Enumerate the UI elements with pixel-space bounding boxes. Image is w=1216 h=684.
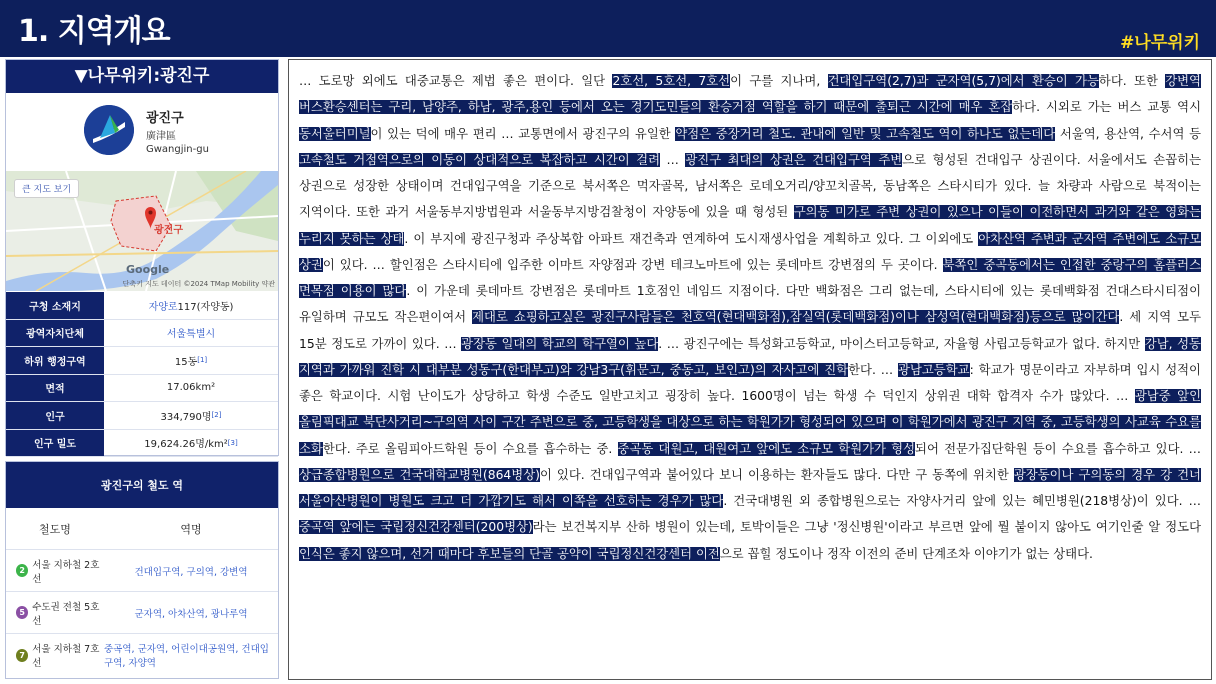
- footnote-link[interactable]: [1]: [197, 356, 208, 365]
- article-segment: 이 있다. … 할인점은 스타시티에 입주한 이마트 자양점과 강변 테크노마트에 있는 롯데마트 강변점의 두 곳이다.: [322, 257, 943, 272]
- line-5-badge-icon: 5: [16, 606, 28, 619]
- map-pin-label: 광진구: [154, 225, 183, 236]
- article-segment: . … 광진구에는 특성화고등학교, 마이스터고등학교, 자율형 사립고등학교가 없다. 하지만: [658, 336, 1145, 351]
- highlighted-text: 광진구 최대의 상권은 건대입구역 주변: [685, 152, 903, 167]
- info-row: [6, 402, 278, 430]
- highlighted-text: 2호선, 5호선, 7호선: [612, 74, 731, 88]
- railway-columns: [6, 508, 278, 550]
- info-value: [104, 320, 278, 347]
- highlighted-text: 인식은 좋지 않으며, 선거 때마다 후보들의 단골 공약이 국립정신건강센터 이전: [299, 546, 720, 561]
- column-station: 역명: [180, 522, 202, 536]
- info-key: 면적: [6, 375, 104, 402]
- line-cell: [6, 634, 104, 676]
- page-title: 1. 지역개요: [18, 14, 170, 49]
- info-key: 하위 행정구역: [6, 347, 104, 374]
- info-value: [104, 347, 278, 374]
- district-name: 광진구: [146, 111, 184, 126]
- info-key: 인구: [6, 402, 104, 429]
- highlighted-text: 제대로 쇼핑하고싶은 광진구사람들은 천호역(현대백화점),잠실역(롯데백화점)이나 삼성역(현대백화점)등으로 많이간다: [472, 310, 1120, 325]
- railway-row: [6, 634, 278, 676]
- article-segment: 하다. 시외로 가는 버스 교통 역시: [1012, 100, 1201, 115]
- info-link[interactable]: 자양로: [148, 301, 178, 313]
- gwangjin-emblem-icon: [84, 105, 134, 155]
- info-value: [104, 292, 278, 319]
- highlighted-text: 구의동 미가로 주변 상권이 있으나 이들이 이전하면서 과거와 같은 영화는 누리지 못하는 상태: [299, 205, 1201, 246]
- info-key: 광역자치단체: [6, 320, 104, 347]
- article-segment: 라는 보건복지부 산하 병원이 있는데, 토박이들은 그냥 '정신병원'이라고 부르면 앞에 뭘 붙이지 않아도 여기인줄 알 정도다: [532, 520, 1201, 535]
- railway-row: [6, 592, 278, 634]
- article-segment: 되어 전문가집단학원 등이 수요를 흡수하고 있다. …: [915, 441, 1202, 456]
- article-segment: . 건국대병원 외 종합병원으로는 자양사거리 앞에 있는 혜민병원(218병상)이 있다. …: [723, 494, 1201, 508]
- infobox-identity: [6, 93, 278, 155]
- highlighted-text: 상급종합병원으로 건국대학교병원(864병상): [299, 467, 540, 482]
- info-text: 17.06km²: [166, 382, 216, 394]
- info-row: [6, 347, 278, 375]
- header-bar: [0, 0, 1216, 57]
- info-text: 117(자양동): [177, 301, 234, 313]
- line-cell: [6, 550, 104, 591]
- footnote-link[interactable]: [2]: [211, 411, 222, 420]
- highlighted-text: 동서울터미널: [299, 126, 371, 141]
- info-row: [6, 292, 278, 320]
- article-segment: 서울역, 용산역, 수서역 등: [1055, 126, 1201, 141]
- article-segment: 한다. …: [848, 362, 899, 377]
- article-segment: 이 있다. 건대입구역과 붙어있다 보니 이용하는 환자들도 많다. 다만 구 동쪽에 위치한: [539, 467, 1014, 482]
- column-line: 철도명: [39, 522, 71, 536]
- source-tag: #나무위키: [1120, 33, 1200, 53]
- article-segment: 한다. 주로 올림피아드학원 등이 수요를 흡수하는 중.: [322, 441, 618, 456]
- railway-row: [6, 550, 278, 592]
- line-name[interactable]: 서울 지하철 7호선: [32, 644, 100, 669]
- highlighted-text: 광장동 일대의 학교의 학구열이 높다: [461, 336, 659, 351]
- highlighted-text: 광남고등학교: [898, 362, 970, 377]
- station-list[interactable]: 중곡역, 군자역, 어린이대공원역, 건대입구역, 자양역: [104, 644, 269, 669]
- highlighted-text: 약점은 중장거리 철도. 관내에 일반 및 고속철도 역이 하나도 없는데다: [675, 126, 1056, 141]
- highlighted-text: 중곡역 앞에는 국립정신건강센터(200병상): [299, 520, 533, 535]
- article-segment: 이 있는 덕에 매우 편리 … 교통면에서 광진구의 유일한: [370, 126, 676, 141]
- article-segment: : 학교가 명문이라고 자부하며 입시 성적이 좋은 학교이다. 시험 난이도가 상당하고 학생 수준도 일반고치고 굉장히 높다. 1600명이 넘는 학생 수 덕인지 상위권 대학 합격자 수가 많았다. …: [299, 362, 1201, 403]
- article-segment: 으로 형성된 건대입구 상권이다. 서울에서도 손꼽히는 상권으로 성장한 상태이며 건대입구역을 기준으로 북서쪽은 먹자골목, 남서쪽은 로데오거리/양꼬치골목, 동남쪽은 스타시티가 있다. 늘 차량과 사람으로 북적이는 지역이다. 또한 과거 서울동부지방법원과 서울동부지방검찰청이 자양동에 있을 때 형성된: [299, 152, 1201, 220]
- highlighted-text: 중곡동 대원고, 대원여고 앞에도 소규모 학원가가 형성: [617, 441, 916, 456]
- highlighted-text: 광장동이나 구의동의 경우 강 건너 서울아산병원이 병원도 크고 더 가깝기도 해서 이쪽을 선호하는 경우가 많다: [299, 467, 1201, 508]
- article-segment: 하다. 또한: [1098, 74, 1166, 88]
- info-row: [6, 320, 278, 348]
- info-text: 19,624.26명/km²: [144, 439, 228, 451]
- info-row: [6, 375, 278, 403]
- enlarge-map-button[interactable]: 큰 지도 보기: [14, 179, 79, 198]
- article-text: [299, 68, 1201, 567]
- info-value: [104, 430, 278, 457]
- district-name-hanja: 廣津區: [146, 131, 176, 142]
- article-segment: . 세 지역 모두 15분 정도로 가까이 있다. …: [299, 310, 1201, 351]
- info-key: 구청 소재지: [6, 292, 104, 319]
- info-text: 334,790명: [160, 411, 212, 423]
- line-name[interactable]: 수도권 전철 5호선: [32, 601, 100, 627]
- highlighted-text: 고속철도 거점역으로의 이동이 상대적으로 복잡하고 시간이 걸려: [299, 152, 660, 167]
- railway-table: [5, 461, 279, 679]
- highlighted-text: 강남, 성동 지역과 가까워 진학 시 대부분 성동구(한대부고)와 강남3구(휘문고, 중동고, 보인고)의 자사고에 진학: [299, 336, 1201, 377]
- footnote-link[interactable]: [3]: [227, 438, 238, 447]
- info-value: [104, 375, 278, 402]
- district-name-english: Gwangjin-gu: [146, 144, 209, 155]
- info-table: [6, 292, 278, 457]
- line-cell: [6, 592, 104, 633]
- infobox-heading: ▼나무위키:광진구: [6, 60, 278, 93]
- article-segment: . 이 가운데 롯데마트 강변점은 롯데마트 1호점인 네임드 지점이다. 다만 백화점은 그리 없는데, 스타시티에 있는 롯데백화점 건대스타시티점이 유일하며 규모도 작은편이여서: [299, 284, 1201, 325]
- info-key: 인구 밀도: [6, 430, 104, 457]
- infobox-card: [5, 59, 279, 456]
- info-value: [104, 402, 278, 429]
- line-7-badge-icon: 7: [16, 649, 28, 662]
- article-segment: . 이 부지에 광진구청과 주상복합 아파트 재건축과 연계하여 도시재생사업을 계획하고 있다. 그 이외에도: [404, 231, 979, 246]
- article-segment: 으로 꼽힐 정도이나 정작 이전의 준비 단계조차 이야기가 없는 상태다.: [719, 546, 1093, 561]
- article-segment: …: [660, 152, 686, 167]
- station-list[interactable]: 건대입구역, 구의역, 강변역: [134, 566, 248, 578]
- info-text: 15동: [174, 356, 198, 368]
- highlighted-text: 광남중 앞인 올림픽대교 북단사거리~구의역 사이 구간 주변으로 중, 고등학생을 대상으로 하는 학원가가 형성되어 있으며 이 학원가에서 광진구 지역 중, 고등학생의 사교육 수요를 소화: [299, 389, 1201, 456]
- railway-heading: 광진구의 철도 역: [6, 462, 278, 508]
- highlighted-text: 아차산역 주변과 군자역 주변에도 소규모 상권: [299, 231, 1201, 272]
- map-credit: 단축키 지도 데이터 ©2024 TMap Mobility 약관: [122, 280, 275, 288]
- article-segment: … 도로망 외에도 대중교통은 제법 좋은 편이다. 일단: [299, 74, 613, 88]
- google-logo: Google: [126, 263, 170, 276]
- highlighted-text: 건대입구역(2,7)과 군자역(5,7)에서 환승이 가능: [827, 74, 1099, 88]
- line-2-badge-icon: 2: [16, 564, 28, 577]
- info-row: [6, 430, 278, 458]
- article-segment: 이 구를 지나며,: [730, 74, 828, 88]
- station-list[interactable]: 군자역, 아차산역, 광나루역: [134, 608, 248, 620]
- highlighted-text: 강변역 버스환승센터는 구리, 남양주, 하남, 광주,용인 등에서 오는 경기도민들의 환승거점 역할을 하기 때문에 출퇴근 시간에 매우 혼잡: [299, 74, 1201, 115]
- highlighted-text: 북쪽인 중곡동에서는 인접한 중랑구의 홈플러스 면목점 이용이 많다: [299, 257, 1201, 298]
- district-map[interactable]: [6, 171, 278, 291]
- line-name[interactable]: 서울 지하철 2호선: [32, 559, 100, 585]
- article-panel: [288, 59, 1212, 680]
- info-link[interactable]: 서울특별시: [166, 329, 216, 341]
